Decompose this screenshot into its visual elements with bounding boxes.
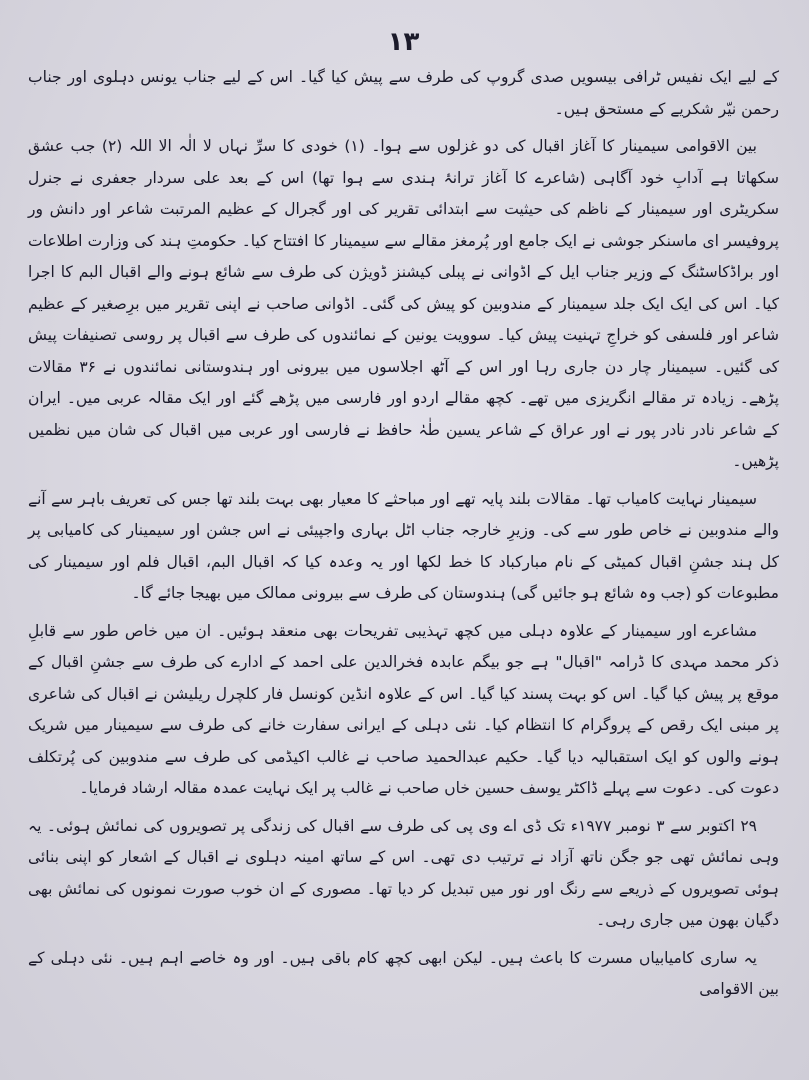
paragraph-4: مشاعرے اور سیمینار کے علاوہ دہلی میں کچھ تہذیبی تفریحات بھی منعقد ہوئیں۔ ان میں خاص طور سے قابلِ ذکر محمد مہدی کا ڈرامہ "اقبال" ہے جو بیگم عابدہ فخرالدین علی احمد کے ادارے کی طرف سے جشنِ اقبال کے موقع پر پیش کیا گیا۔ اس کو بہت پسند کیا گیا۔ اس کے علاوہ انڈین کونسل فار کلچرل ریلیشن نے اقبال کی شاعری پر مبنی ایک رقص کے پروگرام کا انتظام کیا۔ نئی دہلی کے ایرانی سفارت خانے کی طرف سے سیمینار میں شریک ہونے والوں کو ایک استقبالیہ دیا گیا۔ حکیم عبدالحمید صاحب نے غالب اکیڈمی کی طرف سے مندوبین کی پُرتکلف دعوت کی۔ دعوت سے پہلے ڈاکٹر یوسف حسین خاں صاحب نے غالب پر ایک نہایت عمدہ مقالہ ارشاد فرمایا۔ xyxy=(28,621,779,797)
paragraph-5: ۲۹ اکتوبر سے ۳ نومبر ۱۹۷۷ء تک ڈی اے وی پی کی طرف سے اقبال کی زندگی پر تصویروں کی نمائش ہوئی۔ یہ وہی نمائش تھی جو جگن ناتھ آزاد نے ترتیب دی تھی۔ اس کے ساتھ امینہ دہلوی نے اقبال کے اشعار کو اپنی بنائی ہوئی تصویروں کے ذریعے سے رنگ اور نور میں تبدیل کر دیا تھا۔ مصوری کے ان خوب صورت نمونوں کی نمائش بھی دگیان بھون میں جاری رہی۔ xyxy=(28,816,779,929)
page-number: ١٣ xyxy=(387,27,420,57)
body-text xyxy=(28,62,779,1006)
paragraph-6: یہ ساری کامیابیاں مسرت کا باعث ہیں۔ لیکن ابھی کچھ کام باقی ہیں۔ اور وہ خاصے اہم ہیں۔ نئی دہلی کے بین الاقوامی xyxy=(28,948,779,998)
paragraph-1: کے لیے ایک نفیس ٹرافی بیسویں صدی گروپ کی طرف سے پیش کیا گیا۔ اس کے لیے جناب یونس دہلوی اور جناب رحمن نیّر شکریے کے مستحق ہیں۔ xyxy=(28,68,779,118)
paragraph-3: سیمینار نہایت کامیاب تھا۔ مقالات بلند پایہ تھے اور مباحثے کا معیار بھی بہت بلند تھا جس کی تعریف باہر سے آنے والے مندوبین نے خاص طور سے کی۔ وزیرِ خارجہ جناب اٹل بہاری واجپیئی نے اس جشن اور سیمینار کی کامیابی پر کل ہند جشنِ اقبال کمیٹی کے نام مبارکباد کا خط لکھا اور یہ وعدہ کیا کہ اقبال البم، اقبال فلم اور سیمینار کی مطبوعات کو (جب وہ شائع ہو جائیں گی) ہندوستان کی طرف سے بیرونی ممالک میں بھیجا جائے گا۔ xyxy=(28,489,779,602)
paragraph-2: بین الاقوامی سیمینار کا آغاز اقبال کی دو غزلوں سے ہوا۔ (۱) خودی کا سرِّ نہاں لا الٰہ الا اللہ (۲) جب عشق سکھاتا ہے آدابِ خود آگاہی (شاعرے کا آغاز ترانۂ ہندی سے ہوا تھا) اس کے بعد علی سردار جعفری نے جنرل سکریٹری اور سیمینار کے ناظم کی حیثیت سے ابتدائی تقریر کی اور گجرال کے عظیم المرتبت شاعر اور دانش ور پروفیسر ای ماسنکر جوشی نے ایک جامع اور پُرمغز مقالے سے سیمینار کا افتتاح کیا۔ حکومتِ ہند کی وزارت اطلاعات اور براڈکاسٹنگ کے وزیر جناب ایل کے اڈوانی نے پبلی کیشنز ڈویژن کی طرف سے شائع ہونے والے اقبال البم کا اجرا کیا۔ اس کی ایک ایک جلد سیمینار کے مندوبین کو پیش کی گئی۔ اڈوانی صاحب نے اپنی تقریر میں برِصغیر کے عظیم شاعر اور فلسفی کو خراجِ تہنیت پیش کیا۔ سوویت یونین کے نمائندوں کی طرف سے اقبال پر روسی تصنیفات پیش کی گئیں۔ سیمینار چار دن جاری رہا اور اس کے آٹھ اجلاسوں میں بیرونی اور ہندوستانی نمائندوں نے ۳۶ مقالات پڑھے۔ زیادہ تر مقالے انگریزی میں تھے۔ کچھ مقالے اردو اور فارسی میں پڑھے گئے اور ایک مقالہ عربی میں۔ ایران کے شاعر نادر نادر پور نے اور عراق کے شاعر یسین طٰہٰ حافظ نے فارسی اور عربی میں اقبال کی شان میں نظمیں پڑھیں۔ xyxy=(28,137,780,470)
